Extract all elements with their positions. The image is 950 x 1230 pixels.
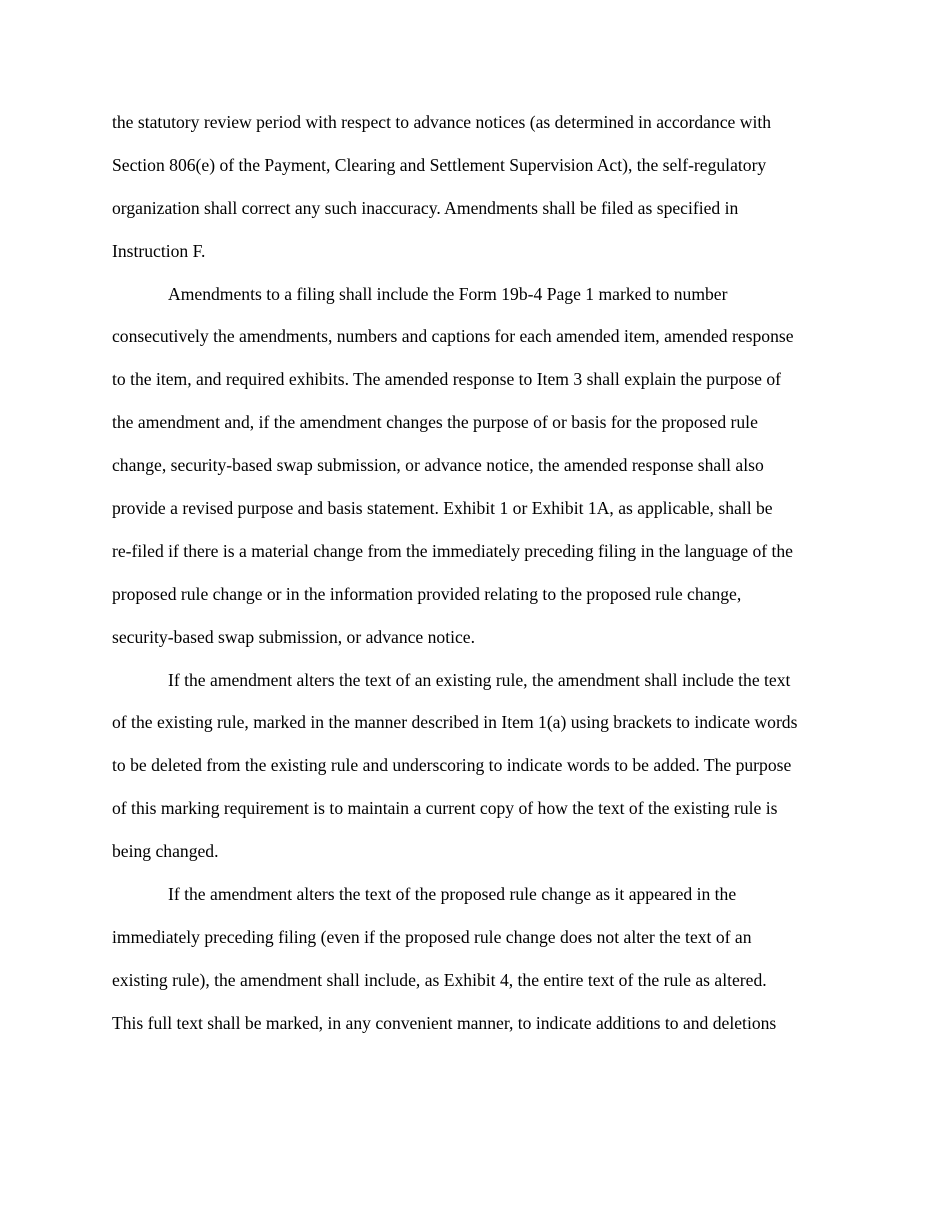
text-line: consecutively the amendments, numbers and captions for each amended item, amended response bbox=[112, 326, 794, 347]
text-line: This full text shall be marked, in any convenient manner, to indicate additions to and deletions bbox=[112, 1012, 777, 1033]
text-line: security-based swap submission, or advance notice. bbox=[112, 626, 476, 647]
text-line: of the existing rule, marked in the manner described in Item 1(a) using brackets to indicate words bbox=[112, 712, 798, 733]
text-line: organization shall correct any such inaccuracy. Amendments shall be filed as specified in bbox=[112, 197, 739, 218]
paragraph-continuation bbox=[112, 101, 847, 273]
text-line: re-filed if there is a material change from the immediately preceding filing in the language of the bbox=[112, 540, 793, 561]
text-line: existing rule), the amendment shall include, as Exhibit 4, the entire text of the rule as altered. bbox=[112, 969, 767, 990]
text-line: change, security-based swap submission, or advance notice, the amended response shall also bbox=[112, 455, 764, 476]
text-line-indented: Amendments to a filing shall include the Form 19b-4 Page 1 marked to number bbox=[168, 283, 728, 304]
text-line: provide a revised purpose and basis statement. Exhibit 1 or Exhibit 1A, as applicable, shall be bbox=[112, 498, 773, 519]
paragraph-existing-rule-text bbox=[112, 659, 847, 873]
text-line: proposed rule change or in the information provided relating to the proposed rule change, bbox=[112, 583, 742, 604]
text-line: the statutory review period with respect to advance notices (as determined in accordance with bbox=[112, 112, 772, 132]
text-line: immediately preceding filing (even if the proposed rule change does not alter the text of an bbox=[112, 926, 752, 947]
text-line-indented: If the amendment alters the text of the proposed rule change as it appeared in the bbox=[168, 884, 737, 905]
text-line: Section 806(e) of the Payment, Clearing and Settlement Supervision Act), the self-regulatory bbox=[112, 154, 767, 175]
text-line: to be deleted from the existing rule and underscoring to indicate words to be added. The purpose bbox=[112, 755, 792, 776]
document-body bbox=[112, 101, 847, 1045]
text-line: of this marking requirement is to maintain a current copy of how the text of the existing rule is bbox=[112, 798, 778, 819]
text-line: to the item, and required exhibits. The amended response to Item 3 shall explain the purpose of bbox=[112, 369, 782, 390]
text-line: Instruction F. bbox=[112, 240, 206, 261]
paragraph-proposed-rule-text bbox=[112, 873, 847, 1045]
text-line: being changed. bbox=[112, 841, 219, 862]
paragraph-amendments-content bbox=[112, 273, 847, 659]
text-line: the amendment and, if the amendment changes the purpose of or basis for the proposed rule bbox=[112, 412, 758, 433]
text-line-indented: If the amendment alters the text of an existing rule, the amendment shall include the text bbox=[168, 669, 791, 690]
